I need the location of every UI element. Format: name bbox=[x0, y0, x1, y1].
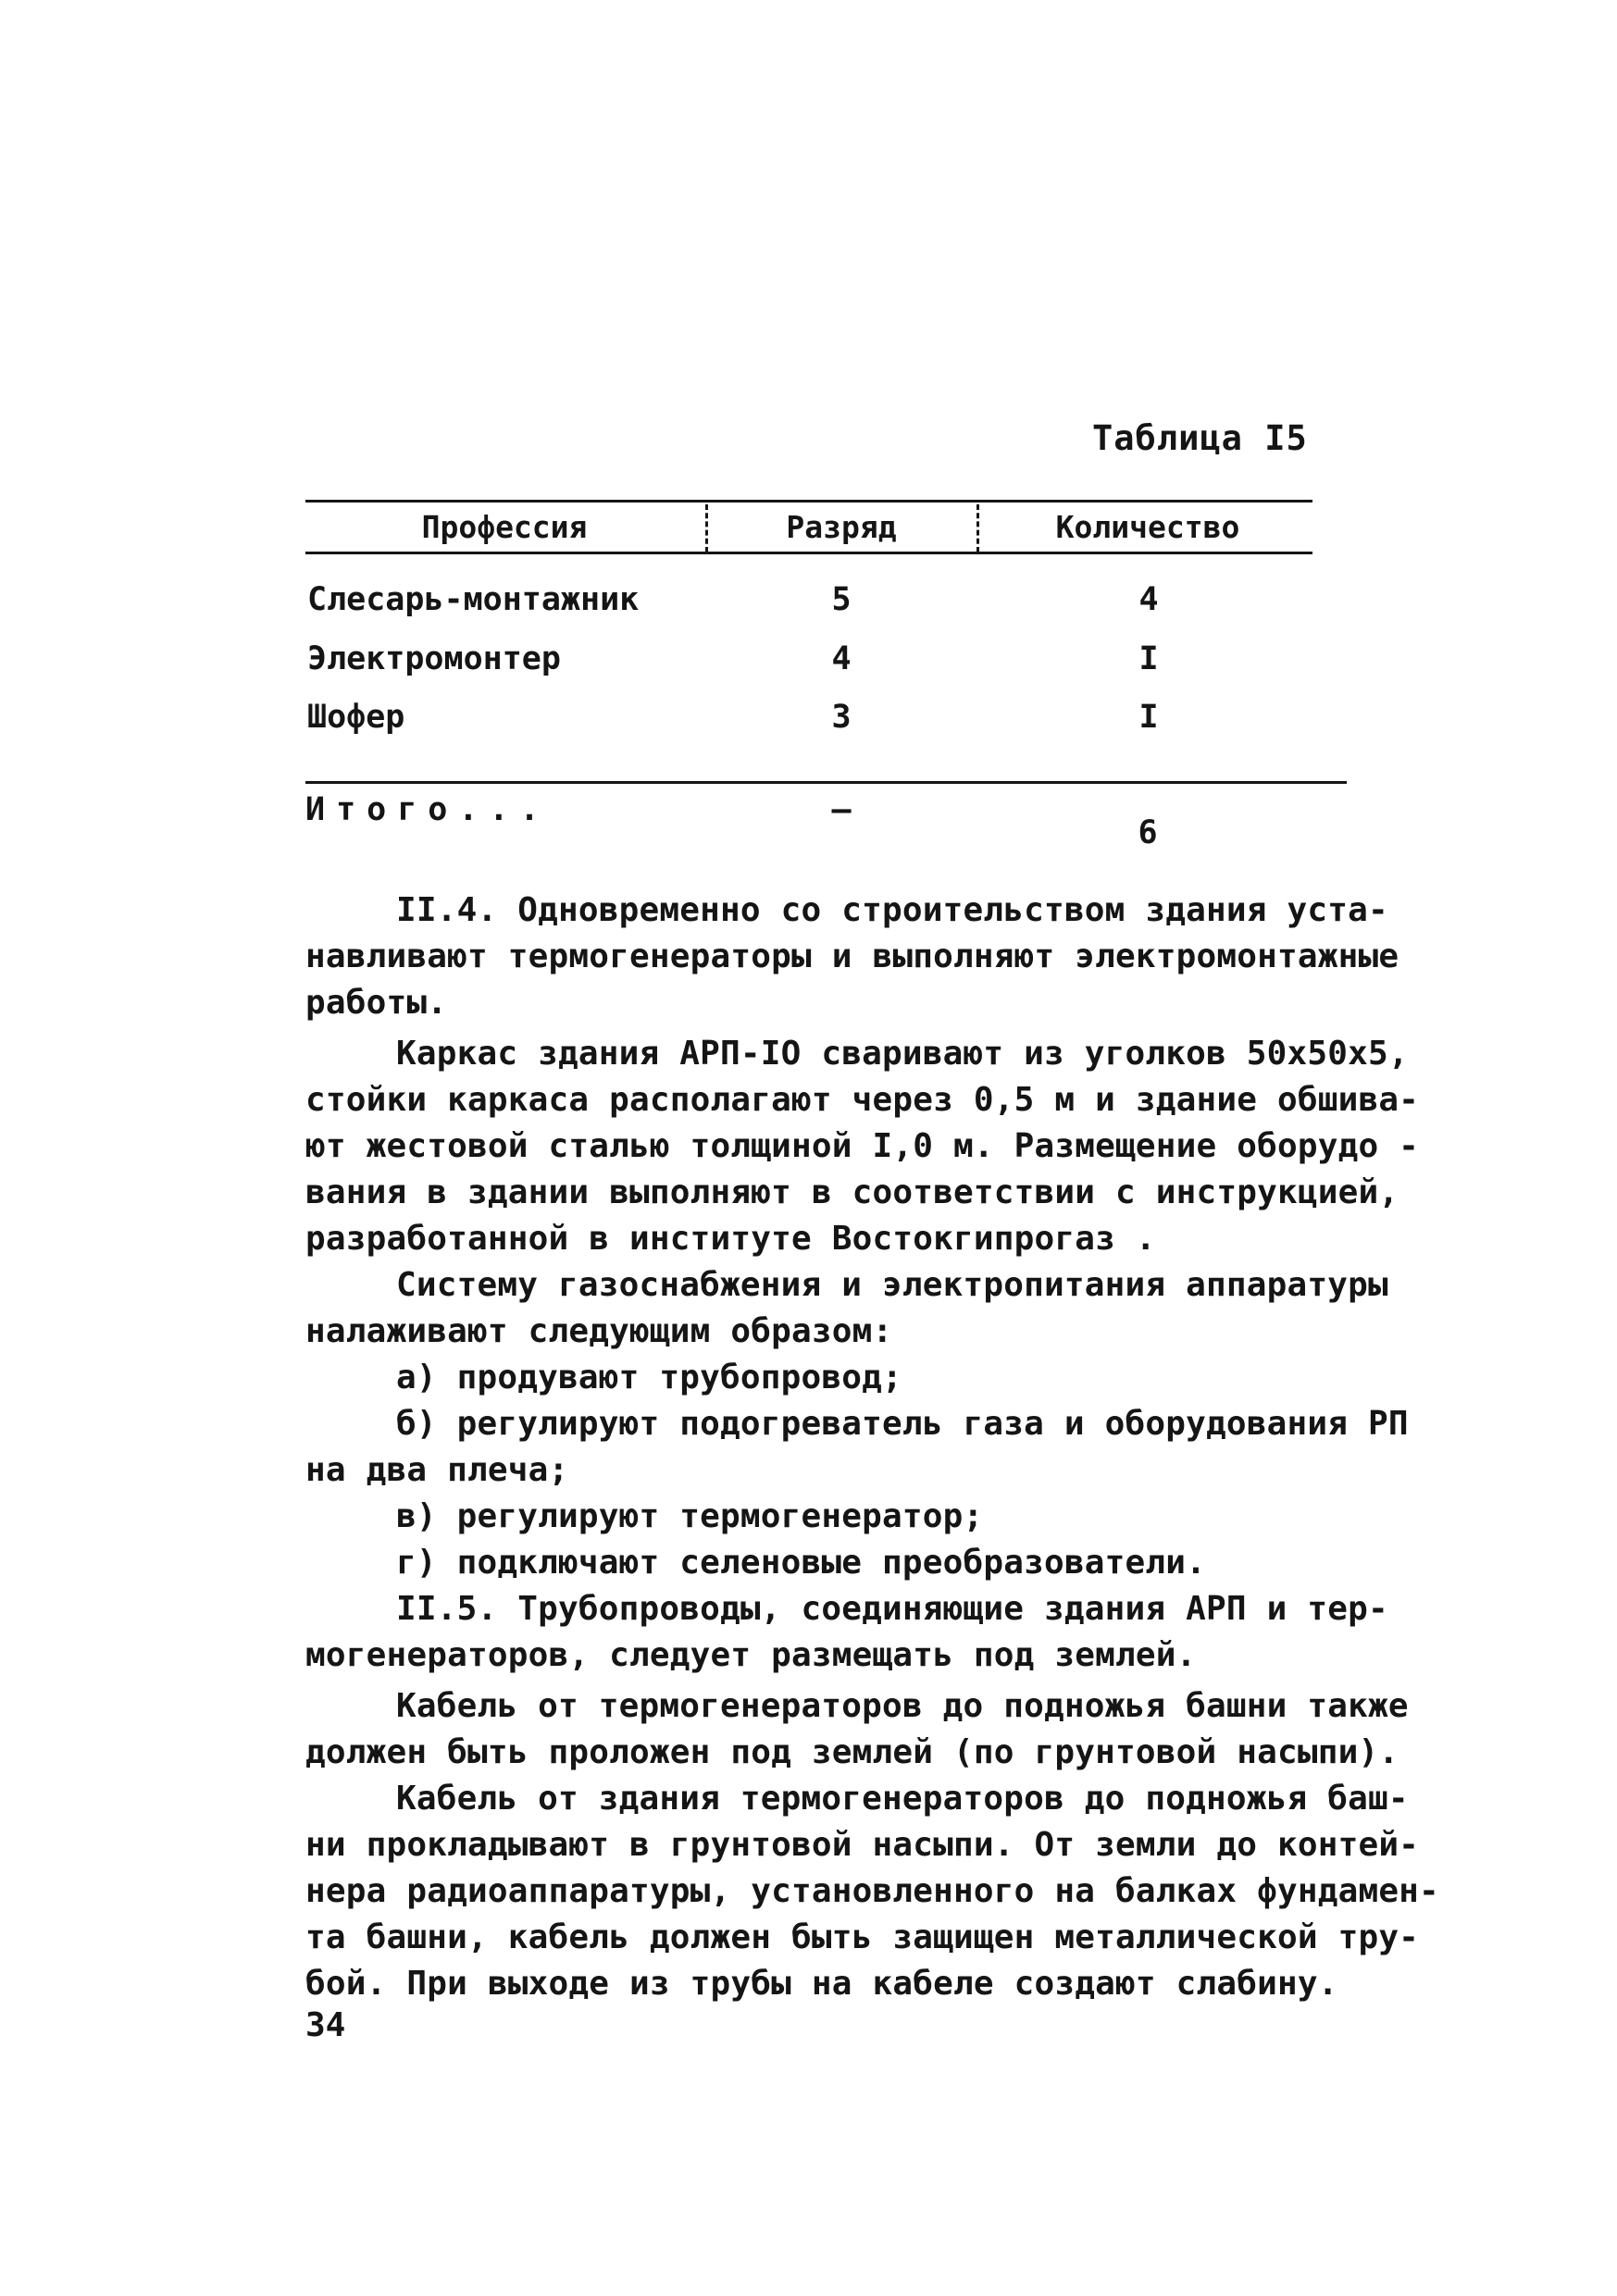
body-line: бой. При выходе из трубы на кабеле создают слабину. bbox=[305, 1965, 1338, 2003]
table-header-rule bbox=[305, 552, 1312, 554]
body-line: та башни, кабель должен быть защищен металлической тру- bbox=[305, 1918, 1420, 1956]
body-line: II.4. Одновременно со строительством здания уста- bbox=[396, 891, 1388, 929]
row-profession: Электромонтер bbox=[307, 640, 561, 677]
page-number: 34 bbox=[305, 2006, 346, 2044]
body-line: должен быть проложен под землей (по грунтовой насыпи). bbox=[305, 1733, 1399, 1771]
body-line: в) регулируют термогенератор; bbox=[396, 1497, 984, 1535]
table-row bbox=[305, 631, 1312, 687]
body-line: могенераторов, следует размещать под землей. bbox=[305, 1636, 1197, 1674]
row-profession: Слесарь-монтажник bbox=[307, 581, 640, 618]
row-quantity: I bbox=[1138, 699, 1159, 736]
body-line: вания в здании выполняют в соответствии с инструкцией, bbox=[305, 1173, 1399, 1211]
row-grade: 3 bbox=[831, 699, 852, 736]
table-caption: Таблица I5 bbox=[1092, 418, 1308, 458]
table-row bbox=[305, 689, 1312, 745]
total-label: Итого... bbox=[305, 791, 551, 828]
header-grade: Разряд bbox=[786, 509, 897, 545]
column-separator bbox=[976, 504, 979, 552]
body-line: Каркас здания АРП-IO сваривают из уголков 50x50x5, bbox=[396, 1035, 1409, 1073]
body-line: II.5. Трубопроводы, соединяющие здания АРП и тер- bbox=[396, 1590, 1388, 1628]
body-line: а) продувают трубопровод; bbox=[396, 1359, 902, 1396]
body-line: работы. bbox=[305, 984, 448, 1022]
body-line: ют жестовой сталью толщиной I,0 м. Размещение оборудо - bbox=[305, 1127, 1420, 1165]
body-line: нера радиоаппаратуры, установленного на балках фундамен- bbox=[305, 1872, 1439, 1910]
table-top-rule bbox=[305, 500, 1312, 503]
table-row bbox=[305, 572, 1312, 627]
body-line: стойки каркаса располагают через 0,5 м и здание обшива- bbox=[305, 1081, 1420, 1119]
body-line: ни прокладывают в грунтовой насыпи. От земли до контей- bbox=[305, 1826, 1420, 1864]
body-line: г) подключают селеновые преобразователи. bbox=[396, 1544, 1206, 1582]
row-quantity: I bbox=[1138, 640, 1159, 677]
row-grade: 5 bbox=[831, 581, 852, 618]
body-line: налаживают следующим образом: bbox=[305, 1312, 893, 1350]
total-grade: – bbox=[831, 791, 852, 828]
column-separator bbox=[705, 504, 708, 552]
row-quantity: 4 bbox=[1138, 581, 1159, 618]
row-grade: 4 bbox=[831, 640, 852, 677]
total-quantity: 6 bbox=[1138, 814, 1158, 851]
body-line: на два плеча; bbox=[305, 1451, 569, 1489]
row-profession: Шофер bbox=[307, 699, 405, 736]
header-quantity: Количество bbox=[1055, 509, 1240, 545]
body-line: Систему газоснабжения и электропитания аппаратуры bbox=[396, 1266, 1388, 1304]
body-line: Кабель от термогенераторов до подножья башни также bbox=[396, 1687, 1409, 1725]
body-line: Кабель от здания термогенераторов до подножья баш- bbox=[396, 1780, 1409, 1818]
body-line: навливают термогенераторы и выполняют электромонтажные bbox=[305, 937, 1399, 975]
header-profession: Профессия bbox=[421, 509, 588, 545]
body-line: б) регулируют подогреватель газа и оборудования РП bbox=[396, 1405, 1409, 1443]
body-line: разработанной в институте Востокгипрогаз . bbox=[305, 1220, 1156, 1258]
